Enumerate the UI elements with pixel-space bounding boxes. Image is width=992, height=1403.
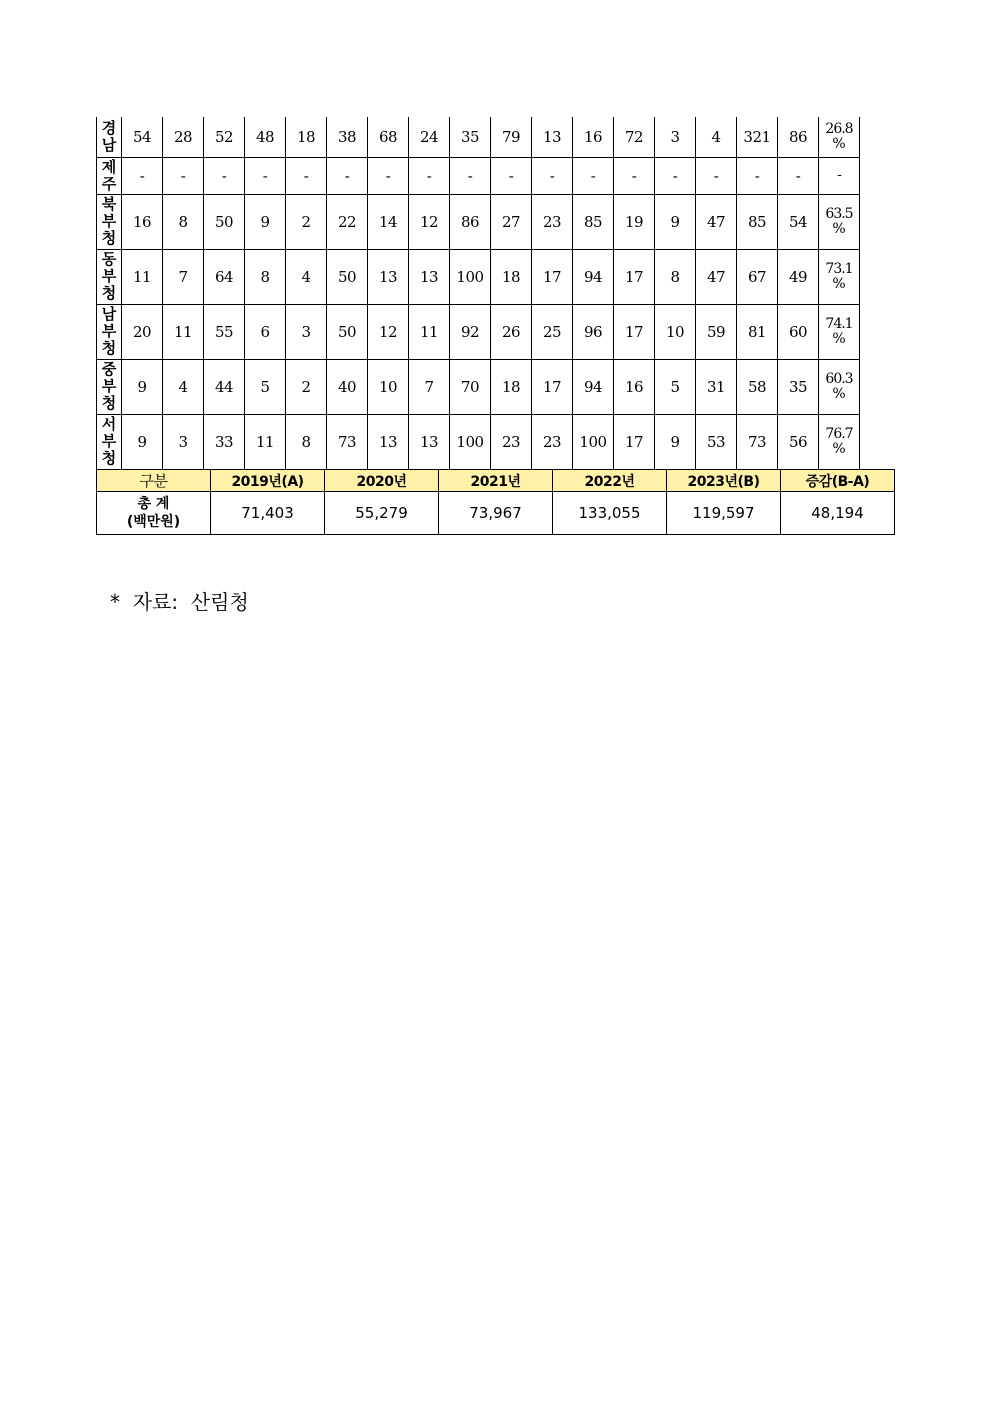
region-cell: 58	[737, 359, 778, 414]
region-percent	[819, 157, 860, 194]
region-cell: -	[573, 157, 614, 194]
region-cell: -	[327, 157, 368, 194]
region-cell: 13	[409, 414, 450, 469]
region-cell: 3	[163, 414, 204, 469]
region-cell: 81	[737, 304, 778, 359]
region-cell: 85	[737, 194, 778, 249]
region-cell: 5	[655, 359, 696, 414]
region-row	[97, 414, 860, 469]
percent-value: 60.3	[825, 370, 853, 387]
region-cell: -	[532, 157, 573, 194]
percent-value: 76.7	[825, 425, 853, 442]
region-cell: 11	[245, 414, 286, 469]
region-cell: 73	[737, 414, 778, 469]
percent-sign: %	[832, 220, 846, 237]
region-cell: 31	[696, 359, 737, 414]
region-cell: -	[450, 157, 491, 194]
region-cell: 100	[450, 414, 491, 469]
header-2019: 2019년(A)	[211, 470, 325, 492]
region-cell: 14	[368, 194, 409, 249]
region-cell: 27	[491, 194, 532, 249]
region-cell: 22	[327, 194, 368, 249]
region-name: 동 부 청	[97, 249, 122, 304]
region-cell: 16	[614, 359, 655, 414]
region-name: 북 부 청	[97, 194, 122, 249]
region-cell: 9	[655, 414, 696, 469]
region-cell: 86	[778, 117, 819, 157]
region-cell: -	[286, 157, 327, 194]
region-cell: -	[778, 157, 819, 194]
region-cell: -	[163, 157, 204, 194]
region-cell: 52	[204, 117, 245, 157]
region-cell: -	[245, 157, 286, 194]
region-cell: 85	[573, 194, 614, 249]
region-cell: 48	[245, 117, 286, 157]
region-cell: 100	[450, 249, 491, 304]
region-cell: 53	[696, 414, 737, 469]
region-cell: 3	[655, 117, 696, 157]
region-cell: 20	[122, 304, 163, 359]
percent-value: 73.1	[825, 260, 853, 277]
region-cell: 17	[532, 249, 573, 304]
region-cell: 8	[245, 249, 286, 304]
region-cell: 86	[450, 194, 491, 249]
region-cell: 68	[368, 117, 409, 157]
region-cell: -	[614, 157, 655, 194]
region-cell: -	[655, 157, 696, 194]
region-cell: 94	[573, 249, 614, 304]
header-2021: 2021년	[439, 470, 553, 492]
region-percent	[819, 117, 860, 157]
region-row	[97, 194, 860, 249]
region-cell: 18	[286, 117, 327, 157]
region-cell: -	[737, 157, 778, 194]
region-cell: 9	[245, 194, 286, 249]
region-cell: 7	[163, 249, 204, 304]
header-2020: 2020년	[325, 470, 439, 492]
region-cell: 23	[532, 414, 573, 469]
region-cell: 55	[204, 304, 245, 359]
region-cell: 38	[327, 117, 368, 157]
region-cell: -	[696, 157, 737, 194]
region-cell: 25	[532, 304, 573, 359]
region-cell: 50	[327, 304, 368, 359]
region-cell: -	[491, 157, 532, 194]
percent-value: 63.5	[825, 205, 853, 222]
region-row	[97, 249, 860, 304]
totals-label	[97, 492, 211, 535]
source-note: * 자료: 산림청	[110, 590, 249, 614]
region-cell: 13	[368, 249, 409, 304]
region-cell: 17	[614, 249, 655, 304]
region-cell: 321	[737, 117, 778, 157]
region-cell: 26	[491, 304, 532, 359]
region-cell: 70	[450, 359, 491, 414]
percent-value: 26.8	[825, 120, 853, 137]
region-cell: 12	[409, 194, 450, 249]
region-cell: -	[368, 157, 409, 194]
regional-table	[96, 117, 860, 470]
region-cell: 35	[450, 117, 491, 157]
region-cell: -	[204, 157, 245, 194]
region-cell: 10	[655, 304, 696, 359]
region-cell: 28	[163, 117, 204, 157]
region-cell: 9	[655, 194, 696, 249]
region-percent	[819, 249, 860, 304]
region-cell: 23	[532, 194, 573, 249]
region-cell: 7	[409, 359, 450, 414]
region-percent	[819, 359, 860, 414]
region-cell: 3	[286, 304, 327, 359]
region-cell: 11	[163, 304, 204, 359]
region-cell: 47	[696, 194, 737, 249]
region-row	[97, 117, 860, 157]
region-cell: 11	[122, 249, 163, 304]
region-cell: 40	[327, 359, 368, 414]
region-cell: 8	[655, 249, 696, 304]
region-cell: 12	[368, 304, 409, 359]
percent-sign: %	[832, 440, 846, 457]
region-cell: 59	[696, 304, 737, 359]
region-cell: 8	[163, 194, 204, 249]
total-2022: 133,055	[553, 492, 667, 535]
header-category: 구분	[97, 470, 211, 492]
region-cell: 9	[122, 359, 163, 414]
region-cell: 50	[327, 249, 368, 304]
percent-sign: %	[832, 135, 846, 152]
percent-sign: %	[832, 385, 846, 402]
region-cell: 67	[737, 249, 778, 304]
region-name: 중 부 청	[97, 359, 122, 414]
region-cell: 92	[450, 304, 491, 359]
region-cell: 54	[122, 117, 163, 157]
total-2019: 71,403	[211, 492, 325, 535]
header-2022: 2022년	[553, 470, 667, 492]
region-cell: 2	[286, 359, 327, 414]
region-cell: 17	[614, 304, 655, 359]
region-cell: 100	[573, 414, 614, 469]
percent-sign: %	[832, 330, 846, 347]
region-cell: 5	[245, 359, 286, 414]
region-cell: 13	[368, 414, 409, 469]
region-percent	[819, 194, 860, 249]
region-row	[97, 157, 860, 194]
region-cell: 18	[491, 359, 532, 414]
region-cell: 8	[286, 414, 327, 469]
region-cell: 49	[778, 249, 819, 304]
region-cell: 54	[778, 194, 819, 249]
region-percent	[819, 304, 860, 359]
region-cell: -	[122, 157, 163, 194]
region-cell: 13	[532, 117, 573, 157]
region-cell: 6	[245, 304, 286, 359]
region-cell: 35	[778, 359, 819, 414]
region-cell: 60	[778, 304, 819, 359]
region-cell: 44	[204, 359, 245, 414]
totals-value-row	[97, 492, 895, 535]
region-row	[97, 359, 860, 414]
total-2023: 119,597	[667, 492, 781, 535]
region-cell: 18	[491, 249, 532, 304]
header-2023: 2023년(B)	[667, 470, 781, 492]
region-cell: 24	[409, 117, 450, 157]
region-name: 남 부 청	[97, 304, 122, 359]
region-cell: 16	[573, 117, 614, 157]
region-cell: 2	[286, 194, 327, 249]
total-change: 48,194	[781, 492, 895, 535]
region-cell: 23	[491, 414, 532, 469]
header-change: 증감(B-A)	[781, 470, 895, 492]
region-name: 경 남	[97, 117, 122, 157]
region-cell: 73	[327, 414, 368, 469]
region-cell: 4	[163, 359, 204, 414]
region-cell: 10	[368, 359, 409, 414]
region-name: 제 주	[97, 157, 122, 194]
region-cell: 50	[204, 194, 245, 249]
totals-label-line1: 총 계	[137, 496, 170, 512]
region-cell: 33	[204, 414, 245, 469]
region-cell: 11	[409, 304, 450, 359]
region-cell: 94	[573, 359, 614, 414]
region-cell: 56	[778, 414, 819, 469]
region-cell: 96	[573, 304, 614, 359]
region-cell: 4	[696, 117, 737, 157]
percent-sign: %	[832, 275, 846, 292]
region-cell: 79	[491, 117, 532, 157]
total-2021: 73,967	[439, 492, 553, 535]
region-cell: 9	[122, 414, 163, 469]
region-cell: 19	[614, 194, 655, 249]
total-2020: 55,279	[325, 492, 439, 535]
totals-table	[96, 469, 895, 535]
percent-value: 74.1	[825, 315, 853, 332]
region-cell: 72	[614, 117, 655, 157]
region-cell: -	[409, 157, 450, 194]
region-cell: 64	[204, 249, 245, 304]
region-cell: 16	[122, 194, 163, 249]
region-cell: 17	[532, 359, 573, 414]
region-row	[97, 304, 860, 359]
region-cell: 13	[409, 249, 450, 304]
totals-label-line2: (백만원)	[126, 514, 181, 530]
region-cell: 47	[696, 249, 737, 304]
region-percent	[819, 414, 860, 469]
region-cell: 4	[286, 249, 327, 304]
percent-value: -	[837, 167, 841, 183]
region-cell: 17	[614, 414, 655, 469]
totals-header-row	[97, 470, 895, 492]
region-name: 서 부 청	[97, 414, 122, 469]
